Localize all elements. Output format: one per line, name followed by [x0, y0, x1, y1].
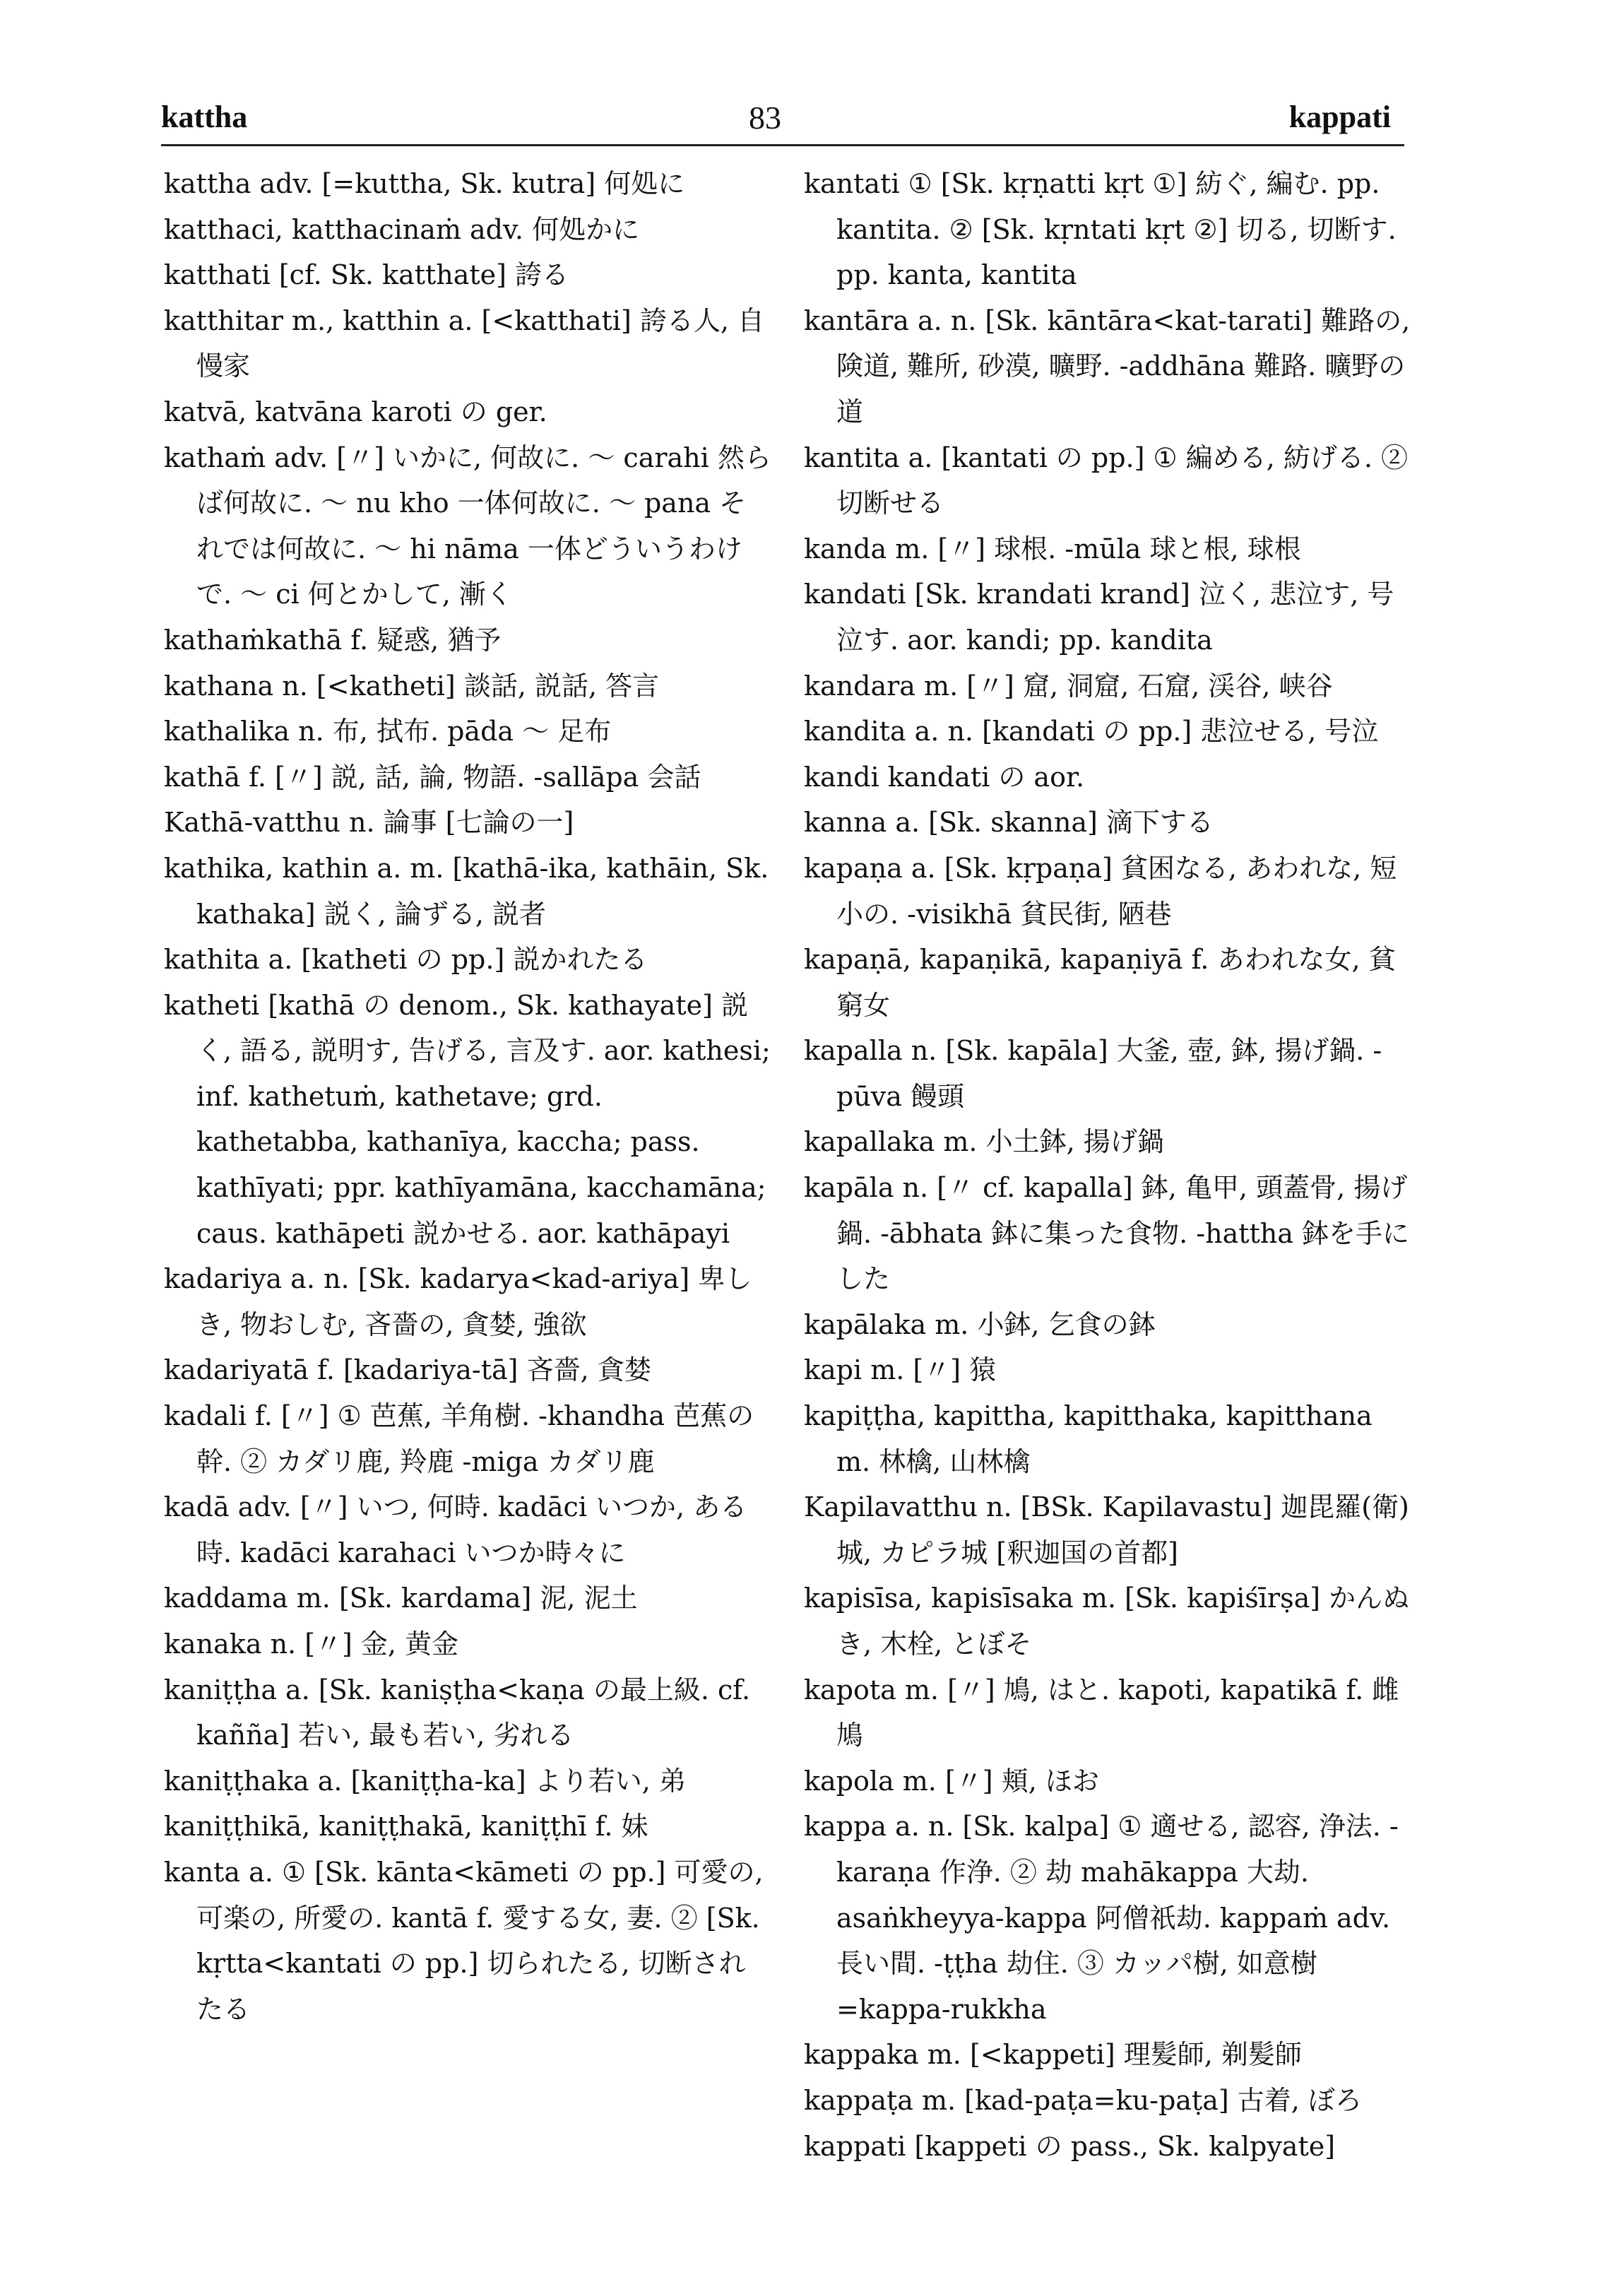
dictionary-entry: kaniṭṭha a. [Sk. kaniṣṭha<kaṇa の最上級. cf. kañña] 若い, 最も若い, 劣れる: [164, 1674, 751, 1751]
dictionary-entry: kaddama m. [Sk. kardama] 泥, 泥土: [164, 1583, 638, 1614]
header-rule: [161, 144, 1404, 146]
dictionary-entry: kantati ① [Sk. kṛṇatti kṛt ①] 紡ぐ, 編む. pp. kantita. ② [Sk. kṛntati kṛt ②] 切る, 切断す. pp. kanta, kantita: [804, 168, 1397, 291]
dictionary-entry: katthitar m., katthin a. [<katthati] 誇る人, 自慢家: [164, 305, 765, 382]
dictionary-entry: kandati [Sk. krandati krand] 泣く, 悲泣す, 号泣す. aor. kandi; pp. kandita: [804, 579, 1394, 656]
dictionary-entry: kappaka m. [<kappeti] 理髪師, 剃髪師: [804, 2039, 1302, 2071]
dictionary-entry: kathita a. [katheti の pp.] 説かれたる: [164, 944, 648, 976]
dictionary-entry: kadariya a. n. [Sk. kadarya<kad-ariya] 卑しき, 物おしむ, 吝嗇の, 貪婪, 強欲: [164, 1263, 752, 1340]
dictionary-entry: kanda m. [〃] 球根. -mūla 球と根, 球根: [804, 533, 1301, 564]
right-guide-word: kappati: [1288, 100, 1391, 134]
dictionary-entry: kapola m. [〃] 頬, ほお: [804, 1765, 1099, 1797]
dictionary-entry: Kapilavatthu n. [BSk. Kapilavastu] 迦毘羅(衛)城, カピラ城 [釈迦国の首都]: [804, 1491, 1409, 1568]
dictionary-entry: kadariyatā f. [kadariya-tā] 吝嗇, 貪婪: [164, 1354, 651, 1386]
dictionary-entry: kapalla n. [Sk. kapāla] 大釜, 壺, 鉢, 揚げ鍋. -pūva 饅頭: [804, 1035, 1382, 1112]
dictionary-entry: kandi kandati の aor.: [804, 761, 1085, 793]
dictionary-entry: kaniṭṭhaka a. [kaniṭṭha-ka] より若い, 弟: [164, 1765, 686, 1797]
dictionary-entry: kappa a. n. [Sk. kalpa] ① 適せる, 認容, 浄法. -karaṇa 作浄. ② 劫 mahākappa 大劫. asaṅkheyya-kappa 阿僧祇劫. kappaṁ adv. 長い間. -ṭṭha 劫住. ③ カッパ樹, 如意樹=kappa-rukkha: [804, 1811, 1399, 2025]
dictionary-entry: kathika, kathin a. m. [kathā-ika, kathāin, Sk. kathaka] 説く, 論ずる, 説者: [164, 852, 769, 930]
dictionary-entry: kanta a. ① [Sk. kānta<kāmeti の pp.] 可愛の, 可楽の, 所愛の. kantā f. 愛する女, 妻. ② [Sk. kṛtta<kantati の pp.] 切られたる, 切断されたる: [164, 1856, 764, 2025]
dictionary-entry: kanaka n. [〃] 金, 黄金: [164, 1628, 459, 1660]
dictionary-entry: kanna a. [Sk. skanna] 滴下する: [804, 807, 1214, 839]
dictionary-entry: kathā f. [〃] 説, 話, 論, 物語. -sallāpa 会話: [164, 761, 701, 793]
dictionary-entry: kapisīsa, kapisīsaka m. [Sk. kapiśīrṣa] かんぬき, 木栓, とぼそ: [804, 1583, 1410, 1660]
dictionary-entry: kappati [kappeti の pass., Sk. kalpyate]: [804, 2130, 1336, 2162]
dictionary-entry: kadali f. [〃] ① 芭蕉, 羊角樹. -khandha 芭蕉の幹. ② カダリ鹿, 羚鹿 -miga カダリ鹿: [164, 1400, 754, 1477]
dictionary-entry: kapāla n. [〃 cf. kapalla] 鉢, 亀甲, 頭蓋骨, 揚げ鍋. -ābhata 鉢に集った食物. -hattha 鉢を手にした: [804, 1172, 1409, 1295]
dictionary-entry: katheti [kathā の denom., Sk. kathayate] 説く, 語る, 説明す, 告げる, 言及す. aor. kathesi; inf. kathetuṁ, kathetave; grd. kathetabba, kathanīya, kaccha; pass. kathīyati; ppr. kathīyamāna, kacchamāna; caus. kathāpeti 説かせる. aor. kathāpayi: [164, 989, 771, 1249]
dictionary-entry: kaniṭṭhikā, kaniṭṭhakā, kaniṭṭhī f. 妹: [164, 1811, 648, 1843]
left-column: [164, 161, 771, 2032]
dictionary-entry: kadā adv. [〃] いつ, 何時. kadāci いつか, ある時. kadāci karahaci いつか時々に: [164, 1491, 747, 1568]
dictionary-entry: kantita a. [kantati の pp.] ① 編める, 紡げる. ② 切断せる: [804, 442, 1408, 519]
dictionary-entry: kantāra a. n. [Sk. kāntāra<kat-tarati] 難路の, 険道, 難所, 砂漠, 曠野. -addhāna 難路. 曠野の道: [804, 305, 1411, 427]
dictionary-entry: kathaṁ adv. [〃] いかに, 何故に. ～ carahi 然らば何故に. ～ nu kho 一体何故に. ～ pana それでは何故に. ～ hi nāma 一体どういうわけで. ～ ci 何とかして, 漸く: [164, 442, 771, 610]
dictionary-entry: kandita a. n. [kandati の pp.] 悲泣せる, 号泣: [804, 716, 1379, 747]
dictionary-entry: katthaci, katthacinaṁ adv. 何処かに: [164, 213, 640, 245]
dictionary-entry: kapaṇā, kapaṇikā, kapaṇiyā f. あわれな女, 貧窮女: [804, 944, 1396, 1021]
dictionary-entry: kapota m. [〃] 鳩, はと. kapoti, kapatikā f. 雌鳩: [804, 1674, 1399, 1751]
dictionary-entry: kapallaka m. 小土鉢, 揚げ鍋: [804, 1126, 1164, 1158]
dictionary-entry: kattha adv. [=kuttha, Sk. kutra] 何処に: [164, 168, 685, 199]
right-column: [804, 161, 1411, 2169]
dictionary-entry: kapi m. [〃] 猿: [804, 1354, 997, 1386]
dictionary-entry: kandara m. [〃] 窟, 洞窟, 石窟, 渓谷, 峡谷: [804, 670, 1333, 702]
dictionary-entry: Kathā-vatthu n. 論事 [七論の一]: [164, 807, 574, 839]
dictionary-entry: kapālaka m. 小鉢, 乞食の鉢: [804, 1308, 1156, 1340]
dictionary-entry: katthati [cf. Sk. katthate] 誇る: [164, 259, 569, 291]
left-guide-word: kattha: [161, 100, 248, 134]
page-number: 83: [749, 100, 781, 136]
dictionary-entry: kappaṭa m. [kad-paṭa=ku-paṭa] 古着, ぼろ: [804, 2084, 1362, 2116]
dictionary-entry: kathaṁkathā f. 疑惑, 猶予: [164, 624, 502, 656]
dictionary-entry: kathana n. [<katheti] 談話, 説話, 答言: [164, 670, 660, 702]
dictionary-entry: katvā, katvāna karoti の ger.: [164, 396, 547, 427]
dictionary-entry: kapaṇa a. [Sk. kṛpaṇa] 貧困なる, あわれな, 短小の. -visikhā 貧民街, 陋巷: [804, 852, 1397, 930]
dictionary-entry: kapiṭṭha, kapittha, kapitthaka, kapitthana m. 林檎, 山林檎: [804, 1400, 1373, 1477]
dictionary-entry: kathalika n. 布, 拭布. pāda ～ 足布: [164, 716, 612, 747]
